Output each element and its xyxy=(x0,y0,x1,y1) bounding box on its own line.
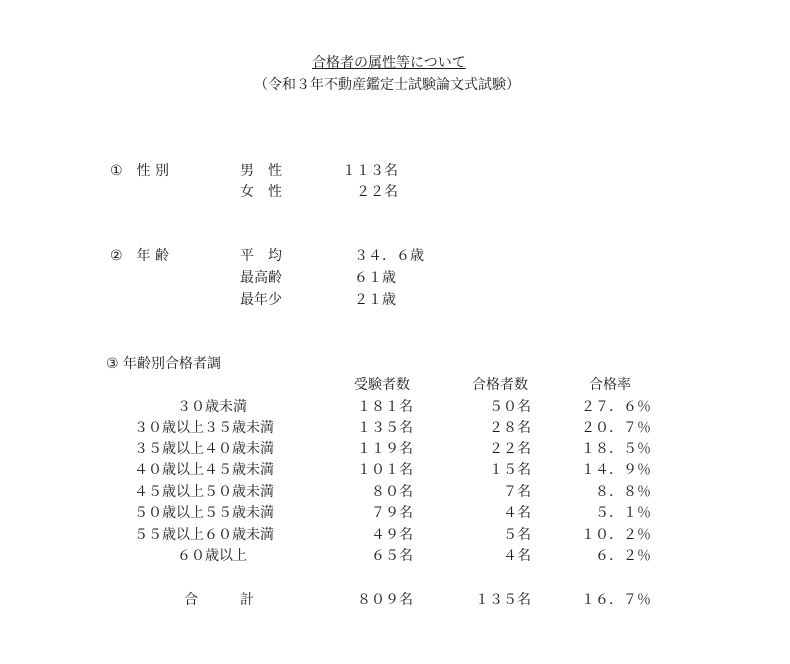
table-row-rate: １０．２％ xyxy=(581,527,651,543)
table-row-rate: ５．１％ xyxy=(595,505,651,521)
table-row-rate: ２７．６％ xyxy=(581,399,651,415)
col-header-passers: 合格者数 xyxy=(472,377,528,393)
total-label: 合 計 xyxy=(184,592,254,608)
table-row-rate: ２０．７％ xyxy=(581,420,651,436)
age-average-label: 平 均 xyxy=(240,248,282,264)
table-row-passers: １５名 xyxy=(489,462,531,478)
table-row-examinees: ４９名 xyxy=(371,527,413,543)
table-row-passers: ５名 xyxy=(503,527,531,543)
total-passers: １３５名 xyxy=(475,592,531,608)
table-row-band: ３０歳未満 xyxy=(177,399,247,415)
gender-male-value: １１３名 xyxy=(342,163,398,179)
table-row-examinees: １０１名 xyxy=(357,462,413,478)
table-row-examinees: １３５名 xyxy=(357,420,413,436)
page-title: 合格者の属性等について xyxy=(312,55,466,71)
table-row-examinees: １８１名 xyxy=(357,399,413,415)
table-row-passers: ４名 xyxy=(503,505,531,521)
table-row-rate: １４．９％ xyxy=(581,462,651,478)
table-row-passers: ２８名 xyxy=(489,420,531,436)
table-row-passers: ２２名 xyxy=(489,441,531,457)
table-row-band: ３５歳以上４０歳未満 xyxy=(134,441,274,457)
age-table-heading: ③ 年齢別合格者調 xyxy=(106,356,222,372)
table-row-examinees: ７９名 xyxy=(371,505,413,521)
table-row-band: ４０歳以上４５歳未満 xyxy=(134,462,274,478)
table-row-band: ３０歳以上３５歳未満 xyxy=(134,420,274,436)
age-youngest-label: 最年少 xyxy=(240,292,282,308)
table-row-rate: １８．５％ xyxy=(581,441,651,457)
age-oldest-label: 最高齢 xyxy=(240,270,282,286)
age-heading: ② 年 齢 xyxy=(110,248,170,264)
table-row-examinees: ８０名 xyxy=(371,484,413,500)
table-row-examinees: ６５名 xyxy=(371,548,413,564)
gender-female-label: 女 性 xyxy=(240,184,282,200)
gender-male-label: 男 性 xyxy=(240,163,282,179)
table-row-passers: ４名 xyxy=(503,548,531,564)
age-average-value: ３４．６歳 xyxy=(354,248,424,264)
total-rate: １６．７％ xyxy=(581,592,651,608)
age-youngest-value: ２１歳 xyxy=(354,292,396,308)
table-row-rate: ８．８％ xyxy=(595,484,651,500)
table-row-passers: ７名 xyxy=(503,484,531,500)
age-oldest-value: ６１歳 xyxy=(354,270,396,286)
table-row-passers: ５０名 xyxy=(489,399,531,415)
table-row-band: ６０歳以上 xyxy=(177,548,247,564)
col-header-examinees: 受験者数 xyxy=(354,377,410,393)
gender-female-value: ２２名 xyxy=(356,184,398,200)
col-header-rate: 合格率 xyxy=(589,377,631,393)
table-row-band: ４５歳以上５０歳未満 xyxy=(134,484,274,500)
gender-heading: ① 性 別 xyxy=(110,163,170,179)
table-row-band: ５０歳以上５５歳未満 xyxy=(134,505,274,521)
table-row-rate: ６．２％ xyxy=(595,548,651,564)
page-subtitle: （令和３年不動産鑑定士試験論文式試験） xyxy=(254,77,520,93)
table-row-examinees: １１９名 xyxy=(357,441,413,457)
table-row-band: ５５歳以上６０歳未満 xyxy=(134,527,274,543)
total-examinees: ８０９名 xyxy=(357,592,413,608)
